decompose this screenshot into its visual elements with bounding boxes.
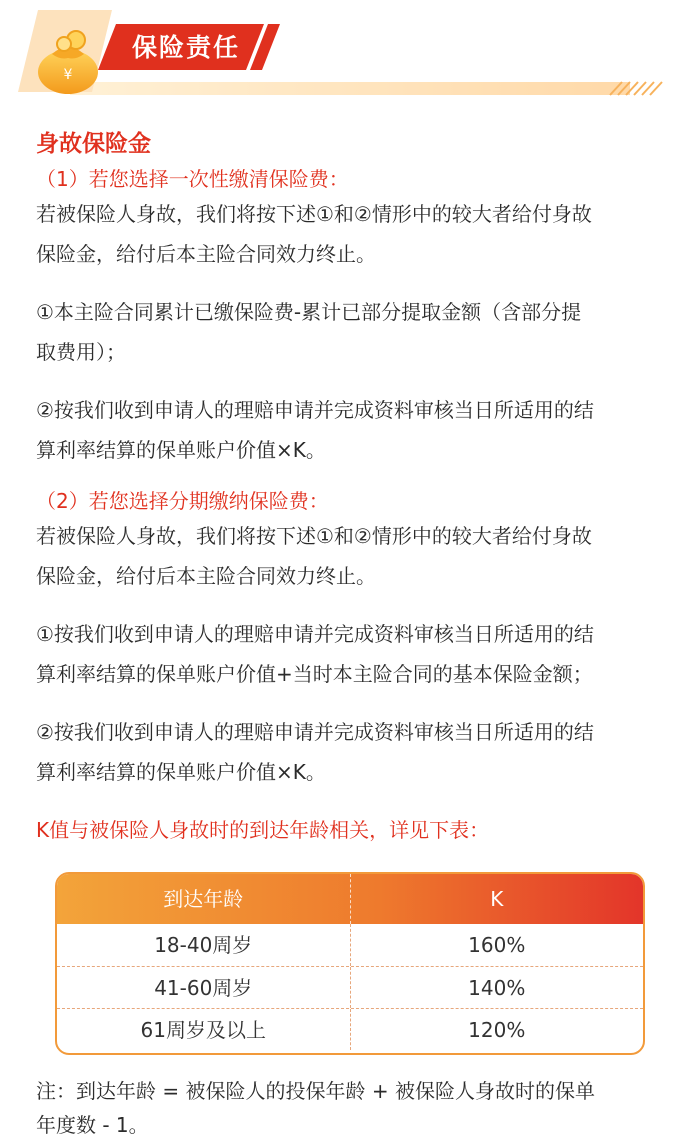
table-header-age: 到达年龄 <box>57 874 351 924</box>
part2-intro-line2: 保险金，给付后本主险合同效力终止。 <box>36 564 376 588</box>
part1-intro <box>36 194 666 274</box>
part1-intro-line1: 若被保险人身故，我们将按下述①和②情形中的较大者给付身故 <box>36 202 592 226</box>
table-cell-k: 120% <box>468 1018 526 1042</box>
part1-item2-line1: ②按我们收到申请人的理赔申请并完成资料审核当日所适用的结 <box>36 398 594 422</box>
part1-intro-line2: 保险金，给付后本主险合同效力终止。 <box>36 242 376 266</box>
table-cell-k: 140% <box>468 976 526 1000</box>
svg-text:¥: ¥ <box>63 67 73 83</box>
content <box>36 122 666 850</box>
part2-item2-line2: 算利率结算的保单账户价值×K。 <box>36 760 326 784</box>
part2-intro <box>36 516 666 596</box>
part2-item1 <box>36 614 666 694</box>
part2-heading: （2）若您选择分期缴纳保险费： <box>36 489 329 513</box>
part1-item2 <box>36 390 666 470</box>
table-row <box>57 1008 643 1050</box>
part1-item1-line2: 取费用）； <box>36 340 126 364</box>
k-value-note: K值与被保险人身故时的到达年龄相关，详见下表： <box>36 818 490 842</box>
table-body <box>57 924 643 1050</box>
section-header <box>0 0 680 110</box>
part2-item2 <box>36 712 666 792</box>
section-header-title: 保险责任 <box>132 33 241 62</box>
table-cell-k: 160% <box>468 933 526 957</box>
table-header-row <box>57 874 643 924</box>
footnote-line2: 年度数 - 1。 <box>36 1113 149 1137</box>
table-header-k: K <box>490 887 504 911</box>
part1-heading: （1）若您选择一次性缴清保险费： <box>36 167 349 191</box>
part2-item1-line1: ①按我们收到申请人的理赔申请并完成资料审核当日所适用的结 <box>36 622 594 646</box>
part1-item2-line2: 算利率结算的保单账户价值×K。 <box>36 438 326 462</box>
section-title: 身故保险金 <box>36 131 151 157</box>
table-cell-age: 41-60周岁 <box>57 967 351 1008</box>
part1-item1 <box>36 292 666 372</box>
k-value-table <box>55 872 645 1055</box>
table-cell-age: 18-40周岁 <box>57 924 351 966</box>
header-banner-graphic <box>0 0 680 110</box>
table-row <box>57 966 643 1008</box>
part1-item1-line1: ①本主险合同累计已缴保险费-累计已部分提取金额（含部分提 <box>36 300 582 324</box>
part2-item2-line1: ②按我们收到申请人的理赔申请并完成资料审核当日所适用的结 <box>36 720 594 744</box>
footnote-line1: 注：到达年龄 = 被保险人的投保年龄 + 被保险人身故时的保单 <box>36 1079 595 1103</box>
part2-item1-line2: 算利率结算的保单账户价值+当时本主险合同的基本保险金额； <box>36 662 593 686</box>
footnote <box>36 1074 668 1142</box>
table-row <box>57 924 643 966</box>
part2-intro-line1: 若被保险人身故，我们将按下述①和②情形中的较大者给付身故 <box>36 524 592 548</box>
table-cell-age: 61周岁及以上 <box>57 1009 351 1050</box>
